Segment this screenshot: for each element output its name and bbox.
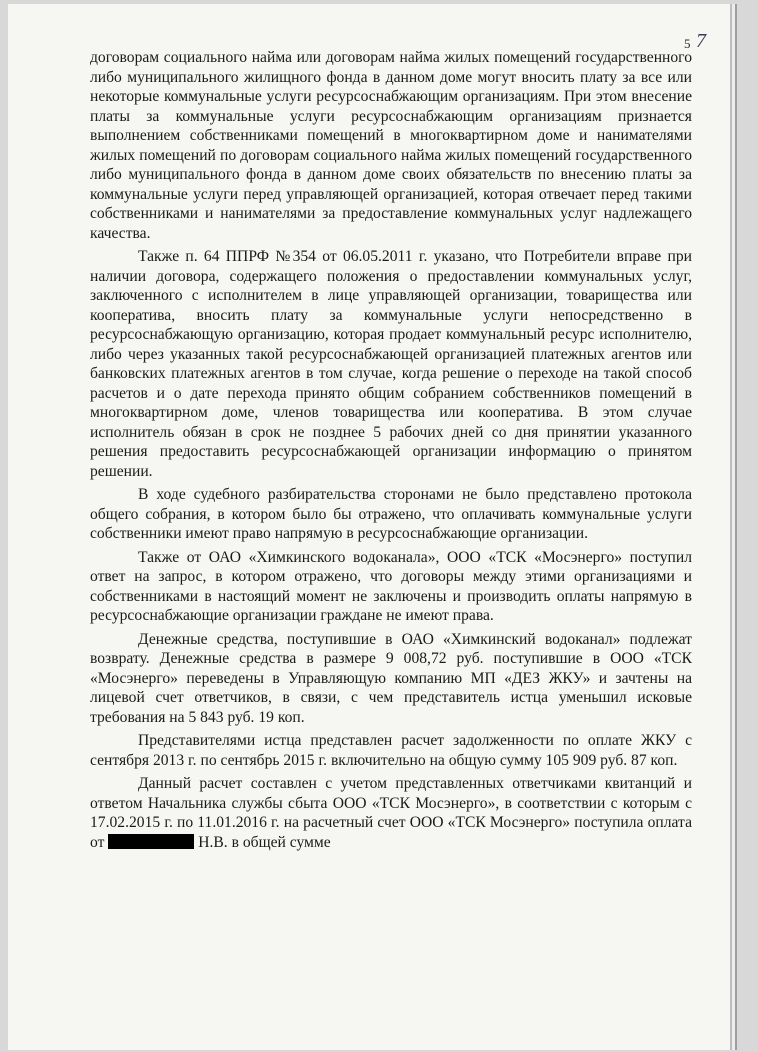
handwritten-page-mark: 7 [696, 30, 706, 52]
paragraph-4: Также от ОАО «Химкинского водоканала», ООО «ТСК «Мосэнерго» поступил ответ на запрос, в котором отражено, что договоры между этими организациями и собственниками в настоящий момент не заключены и производить оплаты напрямую в ресурсоснабжающие организации граждане не имеют права. [90, 548, 692, 624]
paragraph-6: Представителями истца представлен расчет задолженности по оплате ЖКУ с сентября 2013 г. по сентябрь 2015 г. включительно на общую сумму 105 909 руб. 87 коп. [90, 732, 692, 769]
paragraph-7-end: Н.В. в общей сумме [198, 833, 331, 851]
paragraph-5: Денежные средства, поступившие в ОАО «Химкинский водоканал» подлежат возврату. Денежные средства в размере 9 008,72 руб. поступившие в ООО «ТСК «Мосэнерго» переведены в Управляющую компанию МП «ДЕЗ ЖКУ» и зачтены на лицевой счет ответчиков, в связи, с чем представитель истца уменьшил исковые требования на 5 843 руб. 19 коп. [90, 630, 692, 726]
redacted-name [108, 834, 194, 849]
document-page [8, 4, 730, 1050]
document-body [90, 48, 692, 856]
paragraph-1: договорам социального найма или договорам найма жилых помещений государственного либо муниципального жилищного фонда в данном доме могут вносить плату за все или некоторые коммунальные услуги ресурсоснабжающим организациям. При этом внесение платы за коммунальные услуги ресурсоснабжающим организациям признается выполнением собственниками помещений в многоквартирном доме и нанимателями жилых помещений по договорам социального найма жилых помещений государственного либо муниципального фонда в данном доме своих обязательств по внесению платы за коммунальные услуги перед управляющей организацией, которая отвечает перед такими собственниками и нанимателями за предоставление коммунальных услуг надлежащего качества. [90, 49, 692, 242]
paragraph-3: В ходе судебного разбирательства сторонами не было представлено протокола общего собрания, в котором было бы отражено, что оплачивать коммунальные услуги собственники имеют право напрямую в ресурсоснабжающие организации. [90, 486, 692, 542]
page-number: 5 [684, 36, 691, 51]
paragraph-7 [90, 774, 692, 852]
paragraph-2: Также п. 64 ППРФ №354 от 06.05.2011 г. указано, что Потребители вправе при наличии договора, содержащего положения о предоставлении коммунальных услуг, заключенного с исполнителем в лице управляющей организации, товарищества или кооператива, вносить плату за коммунальные услуги непосредственно в ресурсоснабжающую организацию, которая продает коммунальный ресурс исполнителю, либо через указанных такой ресурсоснабжающей организацией платежных агентов или банковских платежных агентов в том случае, когда решение о переходе на такой способ расчетов и о дате перехода принято общим собранием собственников помещений в многоквартирном доме, членов товарищества или кооператива. В этом случае исполнитель обязан в срок не позднее 5 рабочих дней со дня принятии указанного решения предоставить ресурсоснабжающей организации информацию о принятом решении. [90, 248, 692, 480]
paragraph-7-start: Данный расчет составлен с учетом представленных ответчиками квитанций и ответом Начальника службы сбыта ООО «ТСК Мосэнерго», в соответствии с которым с 17.02.2015 г. по 11.01.2016 г. на расчетный счет ООО «ТСК Мосэнерго» поступила оплата от [90, 775, 692, 851]
